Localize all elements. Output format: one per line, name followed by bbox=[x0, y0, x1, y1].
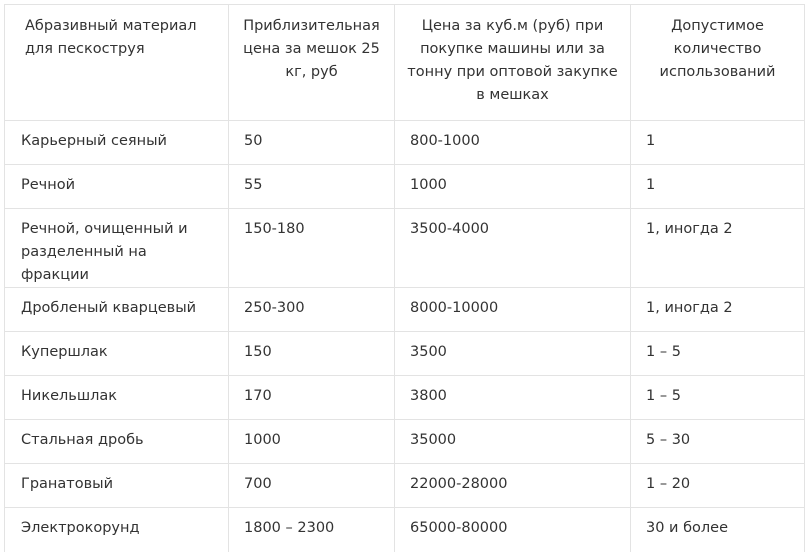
cell-usage-count: 1 – 20 bbox=[631, 464, 805, 508]
cell-cubic-price: 3800 bbox=[395, 376, 631, 420]
cell-bag-price: 170 bbox=[229, 376, 395, 420]
cell-material: Никельшлак bbox=[5, 376, 229, 420]
cell-bag-price: 1800 – 2300 bbox=[229, 508, 395, 552]
table-row bbox=[5, 121, 805, 165]
abrasives-table-container bbox=[4, 4, 804, 552]
table-row bbox=[5, 376, 805, 420]
cell-bag-price: 55 bbox=[229, 165, 395, 209]
header-usage-count: Допустимое количество использований bbox=[631, 5, 805, 121]
table-row bbox=[5, 209, 805, 288]
header-material: Абразивный материал для пескоструя bbox=[5, 5, 229, 121]
table-row bbox=[5, 464, 805, 508]
table-row bbox=[5, 165, 805, 209]
cell-material: Карьерный сеяный bbox=[5, 121, 229, 165]
cell-cubic-price: 8000-10000 bbox=[395, 288, 631, 332]
cell-bag-price: 1000 bbox=[229, 420, 395, 464]
cell-bag-price: 150 bbox=[229, 332, 395, 376]
header-bag-price: Приблизительная цена за мешок 25 кг, руб bbox=[229, 5, 395, 121]
cell-bag-price: 50 bbox=[229, 121, 395, 165]
cell-cubic-price: 3500 bbox=[395, 332, 631, 376]
cell-usage-count: 1 bbox=[631, 165, 805, 209]
cell-cubic-price: 35000 bbox=[395, 420, 631, 464]
table-header-row bbox=[5, 5, 805, 121]
cell-material: Купершлак bbox=[5, 332, 229, 376]
cell-material: Речной, очищенный и разделенный на фракции bbox=[5, 209, 229, 288]
cell-usage-count: 5 – 30 bbox=[631, 420, 805, 464]
header-cubic-price: Цена за куб.м (руб) при покупке машины или за тонну при оптовой закупке в мешках bbox=[395, 5, 631, 121]
cell-material: Электрокорунд bbox=[5, 508, 229, 552]
abrasives-table bbox=[4, 4, 805, 552]
cell-cubic-price: 3500-4000 bbox=[395, 209, 631, 288]
cell-usage-count: 1 – 5 bbox=[631, 332, 805, 376]
cell-material: Дробленый кварцевый bbox=[5, 288, 229, 332]
cell-usage-count: 1, иногда 2 bbox=[631, 288, 805, 332]
cell-usage-count: 1, иногда 2 bbox=[631, 209, 805, 288]
cell-material: Стальная дробь bbox=[5, 420, 229, 464]
cell-usage-count: 1 – 5 bbox=[631, 376, 805, 420]
table-row bbox=[5, 420, 805, 464]
cell-usage-count: 1 bbox=[631, 121, 805, 165]
cell-material: Речной bbox=[5, 165, 229, 209]
cell-material: Гранатовый bbox=[5, 464, 229, 508]
cell-bag-price: 700 bbox=[229, 464, 395, 508]
cell-bag-price: 150-180 bbox=[229, 209, 395, 288]
cell-bag-price: 250-300 bbox=[229, 288, 395, 332]
table-row bbox=[5, 288, 805, 332]
cell-usage-count: 30 и более bbox=[631, 508, 805, 552]
table-row bbox=[5, 508, 805, 552]
cell-cubic-price: 800-1000 bbox=[395, 121, 631, 165]
table-row bbox=[5, 332, 805, 376]
cell-cubic-price: 65000-80000 bbox=[395, 508, 631, 552]
cell-cubic-price: 1000 bbox=[395, 165, 631, 209]
cell-cubic-price: 22000-28000 bbox=[395, 464, 631, 508]
